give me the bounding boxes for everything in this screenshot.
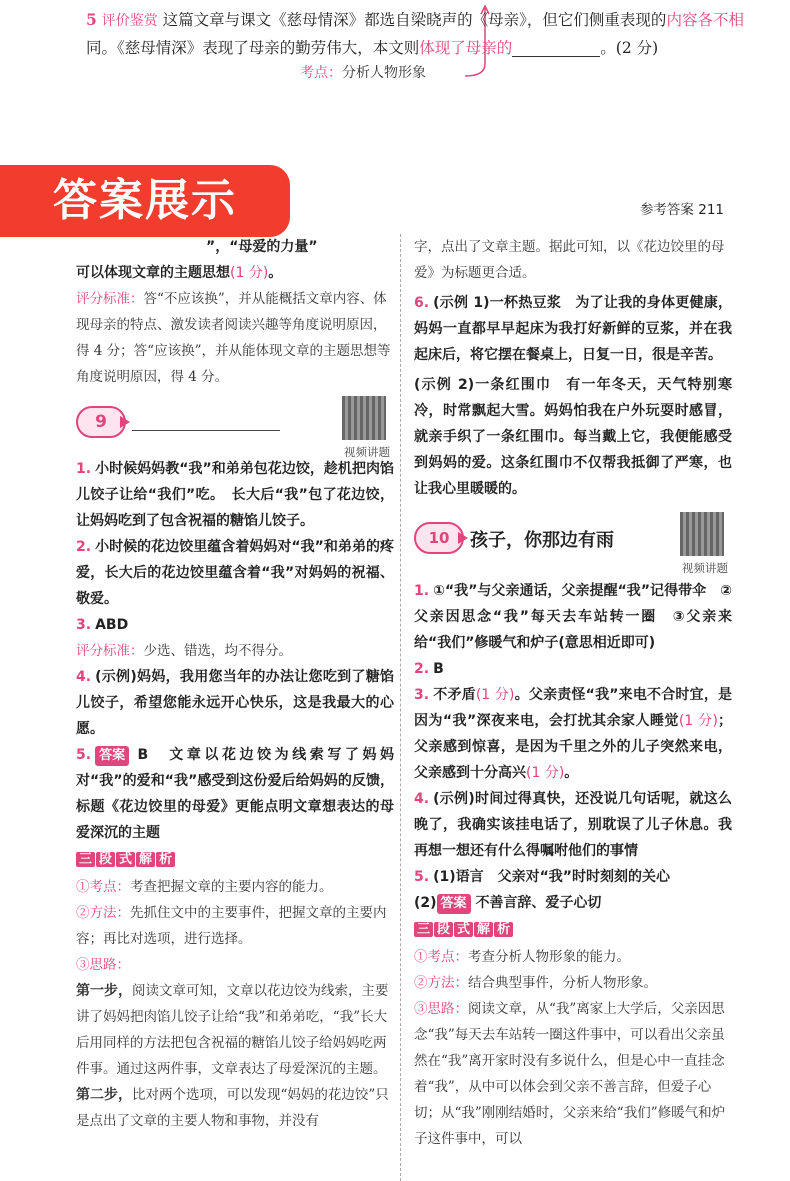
analysis-method: ②方法：结合典型事件，分析人物形象。 — [414, 975, 657, 991]
answer-3-standard: 评分标准：少选、错选，均不得分。 — [76, 643, 292, 659]
question-9-header — [76, 396, 394, 459]
question-number-badge: 10 — [414, 522, 464, 554]
analysis-method: ②方法：先抓住文中的主要事件，把握文章的主要内容；再比对选项，进行选择。 — [76, 905, 387, 947]
left-column — [76, 234, 394, 1134]
analysis-exam-point: ①考点：考查分析人物形象的能力。 — [414, 949, 630, 965]
exam-point-note: 考点：分析人物形象 — [300, 65, 426, 81]
question-number-badge: 9 — [76, 406, 126, 438]
answer-3: 3. ABD — [76, 617, 129, 633]
answer-1: 1. 小时候妈妈教“我”和弟弟包花边饺，趁机把肉馅儿饺子让给“我们”吃。 长大后“我”包了花边饺，让妈妈吃到了包含祝福的糖馅儿饺子。 — [76, 461, 394, 529]
answer-6-example-1: 6. (示例 1)一杯热豆浆 为了让我的身体更健康，妈妈一直都早早起床为我打好新鲜的豆浆，并在我起床后，将它摆在餐桌上，日复一日，很是辛苦。 — [414, 295, 732, 363]
analysis-exam-point: ①考点：考查把握文章的主要内容的能力。 — [76, 879, 333, 895]
answer-1: 1. ①“我”与父亲通话，父亲提醒“我”记得带伞 ②父亲因思念“我”每天去车站转一圈 ③父亲来给“我们”修暖气和炉子(意思相近即可) — [414, 583, 732, 651]
scoring-standard: 评分标准：答“不应该换”，并从能概括文章内容、体现母亲的特点、激发读者阅读兴趣等角度说明原因，得 4 分；答“应该换”，并从能体现文章的主题思想等角度说明原因，得 4 分。 — [76, 291, 391, 385]
right-column — [414, 234, 732, 1152]
question-5-line-1: 5 评价鉴赏 这篇文章与课文《慈母情深》都选自梁晓声的《母亲》，但它们侧重表现的内容各不相 — [86, 10, 744, 29]
question-5-line-2: 同。《慈母情深》表现了母亲的勤劳伟大，本文则体现了母亲的 。(2 分) — [86, 39, 659, 57]
answer-blank — [512, 42, 600, 57]
analysis-reasoning-label: ③思路： — [76, 957, 130, 973]
continued-analysis: 字，点出了文章主题。据此可知，以《花边饺里的母爱》为标题更合适。 — [414, 239, 725, 281]
answer-3: 3. 不矛盾(1 分)。父亲责怪“我”来电不合时宜，是因为“我”深夜来电，会打扰其余家人睡觉(1 分)；父亲感到惊喜，是因为千里之外的儿子突然来电，父亲感到十分高兴(1 分)。 — [414, 687, 733, 781]
analysis-reasoning: ③思路：阅读文章，从“我”离家上大学后，父亲因思念“我”每天去车站转一圈这件事中，可以看出父亲虽然在“我”离开家时没有多说什么，但是心中一直挂念着“我”，从中可以体会到父亲不善言辞，但爱子心切；从“我”刚刚结婚时，父亲来给“我们”修暖气和炉子这件事中，可以 — [414, 1001, 726, 1147]
answer-5-part-2: (2) 答案 不善言辞、爱子心切 — [414, 890, 732, 916]
continued-answer: 可以体现文章的主题思想(1 分)。 — [76, 265, 283, 281]
column-divider — [400, 234, 401, 1181]
analysis-step-1: 第一步，阅读文章可知，文章以花边饺为线索，主要讲了妈妈把肉馅儿饺子让给“我”和弟弟吃，“我”长大后用同样的方法把包含祝福的糖馅儿饺子给妈妈吃两件事。通过这两件事，文章表达了母爱深沉的主题。 — [76, 983, 389, 1077]
answer-display-banner: 答案展示 — [0, 165, 290, 237]
three-step-analysis-tag: 三 段 式 解 析 — [76, 850, 176, 870]
question-10-header — [414, 512, 732, 575]
answer-5: 5. 答案 B 文章以花边饺为线索写了妈妈对“我”的爱和“我”感受到这份爱后给妈妈的反馈，标题《花边饺里的母爱》更能点明文章想表达的母爱深沉的主题 — [76, 747, 395, 841]
answer-2: 2. 小时候的花边饺里蕴含着妈妈对“我”和弟弟的疼爱，长大后的花边饺里蕴含着“我”对妈妈的祝福、敬爱。 — [76, 539, 394, 607]
title-blank — [132, 430, 280, 431]
continued-line: ”，“母爱的力量” — [206, 239, 318, 255]
answer-5-part-1: 5. (1)语言 父亲对“我”时时刻刻的关心 — [414, 869, 671, 885]
video-lecture-label[interactable]: 视频讲题 — [682, 561, 728, 575]
qr-code-icon[interactable] — [342, 396, 386, 440]
video-lecture-label[interactable]: 视频讲题 — [344, 445, 390, 459]
page-header: 参考答案 211 — [639, 202, 724, 218]
badge-arrow-icon — [458, 532, 468, 544]
answer-4: 4. (示例)时间过得真快，还没说几句话呢，就这么晚了，我确实该挂电话了，别耽误了儿子休息。我再想一想还有什么得嘱咐他们的事情 — [414, 791, 732, 859]
previous-page-fragment — [0, 0, 790, 160]
answer-2: 2. B — [414, 661, 444, 677]
qr-code-icon[interactable] — [680, 512, 724, 556]
answer-4: 4. (示例)妈妈，我用您当年的办法让您吃到了糖馅儿饺子，希望您能永远开心快乐，这是我最大的心愿。 — [76, 669, 394, 737]
answer-tag: 答案 — [437, 894, 471, 914]
analysis-step-2: 第二步，比对两个选项，可以发现“妈妈的花边饺”只是点出了文章的主要人物和事物，并没有 — [76, 1087, 389, 1129]
question-title: 孩子，你那边有雨 — [470, 530, 614, 551]
answer-tag: 答案 — [95, 746, 129, 766]
answer-6-example-2: (示例 2)一条红围巾 有一年冬天，天气特别寒冷，时常飘起大雪。妈妈怕我在户外玩耍时感冒，就亲手织了一条红围巾。每当戴上它，我便能感受到妈妈的爱。这条红围巾不仅帮我抵御了严寒，也让我心里暖暖的。 — [414, 377, 732, 497]
three-step-analysis-tag: 三 段 式 解 析 — [414, 920, 514, 940]
badge-arrow-icon — [120, 416, 130, 428]
